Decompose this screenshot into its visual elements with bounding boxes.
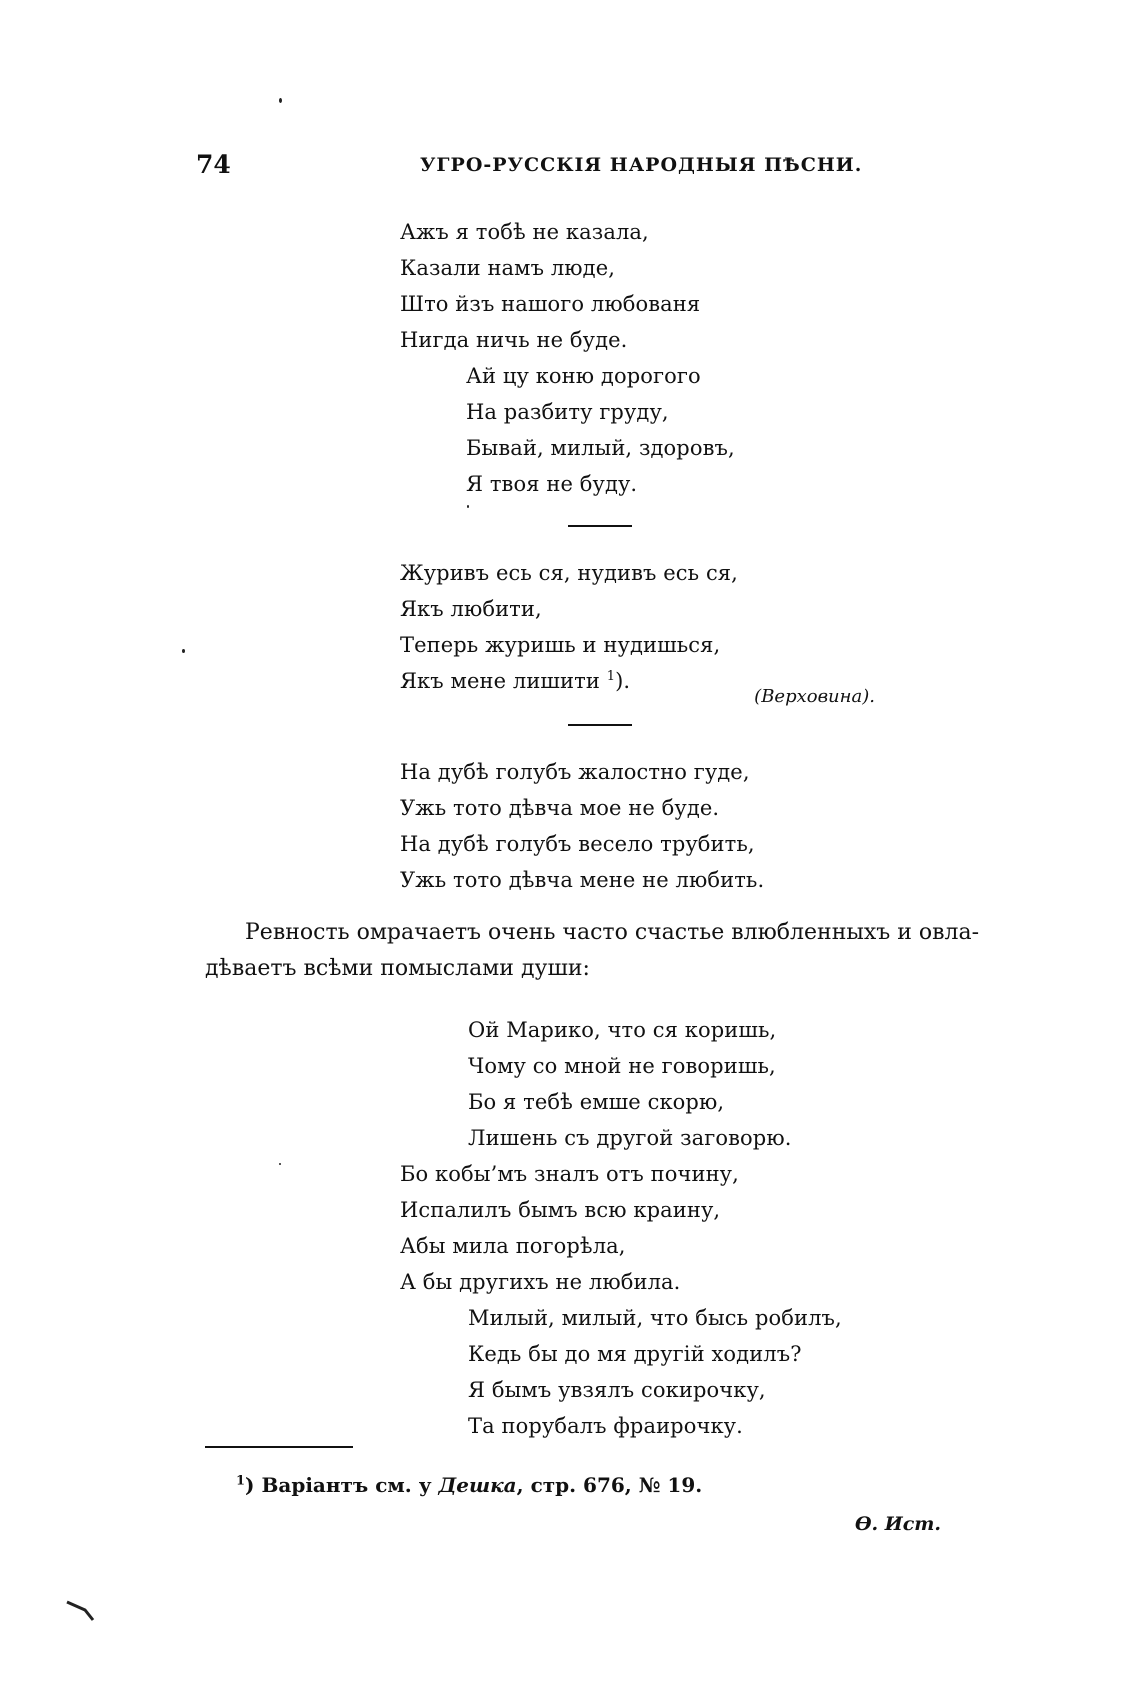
footnote-mark: 1 <box>236 1473 246 1489</box>
verse-line <box>400 663 738 699</box>
footnote-ref: 1 <box>606 669 616 684</box>
verse-line: Я твоя не буду. <box>466 472 638 496</box>
verse-line: Чому со мной не говоришь, <box>468 1054 776 1078</box>
verse-line: Кедь бы до мя другій ходилъ? <box>468 1342 802 1366</box>
verse-line: На разбиту груду, <box>466 400 669 424</box>
verse-line: Ажъ я тобѣ не казала, <box>400 220 649 244</box>
verse-line: Ужь тото дѣвча мое не буде. <box>400 796 720 820</box>
footnote-rule <box>205 1446 353 1448</box>
scan-speck <box>467 505 469 508</box>
verse-line: Ой Марико, что ся коришь, <box>468 1018 777 1042</box>
running-title: УГРО-РУССКІЯ НАРОДНЫЯ ПѢСНИ. <box>420 154 863 176</box>
section-divider <box>568 724 632 726</box>
verse-line: Бывай, милый, здоровъ, <box>466 436 735 460</box>
song4-stanza-2 <box>400 1156 739 1300</box>
song2-stanza <box>400 555 738 699</box>
prose-line: Ревность омрачаетъ очень часто счастье влюбленныхъ и овла- <box>245 920 980 945</box>
signature-mark: Ѳ. Ист. <box>855 1513 942 1535</box>
song4-stanza-3 <box>468 1300 842 1444</box>
verse-line-text: Якъ мене лишити <box>400 669 600 693</box>
scan-speck <box>279 1163 281 1165</box>
song4-stanza-1 <box>468 1012 792 1156</box>
verse-line: Ужь тото дѣвча мене не любить. <box>400 868 765 892</box>
page-number: 74 <box>196 150 231 179</box>
verse-line: Я бымъ увзялъ сокирочку, <box>468 1378 766 1402</box>
verse-line: Бо я тебѣ емше скорю, <box>468 1090 725 1114</box>
verse-line: На дубѣ голубъ весело трубить, <box>400 832 755 856</box>
song1-stanza <box>400 214 700 358</box>
verse-line: Нигда ничь не буде. <box>400 328 628 352</box>
verse-line: На дубѣ голубъ жалостно гуде, <box>400 760 750 784</box>
verse-line: Лишень съ другой заговорю. <box>468 1126 792 1150</box>
song3-stanza <box>400 754 764 898</box>
verse-line: Испалилъ бымъ всю краину, <box>400 1198 721 1222</box>
footnote <box>236 1473 702 1497</box>
scan-speck <box>182 649 185 653</box>
section-divider <box>568 525 632 527</box>
verse-line: Якъ любити, <box>400 597 542 621</box>
verse-line: Бо кобы’мъ зналъ отъ почину, <box>400 1162 739 1186</box>
verse-line: Абы мила погорѣла, <box>400 1234 626 1258</box>
verse-line: Казали намъ люде, <box>400 256 616 280</box>
verse-line-closing: ). <box>615 669 631 693</box>
verse-line: Што йзъ нашого любованя <box>400 292 701 316</box>
prose-paragraph <box>205 915 995 987</box>
verse-line: А бы другихъ не любила. <box>400 1270 681 1294</box>
footnote-text-end: , стр. 676, № 19. <box>516 1473 703 1497</box>
verse-line: Милый, милый, что бысь робилъ, <box>468 1306 842 1330</box>
attribution: (Верховина). <box>754 686 875 707</box>
prose-line: дѣваетъ всѣми помыслами души: <box>205 956 590 981</box>
footnote-source: Дешка <box>438 1473 517 1497</box>
scan-mark <box>65 1598 99 1624</box>
scan-speck <box>279 98 282 103</box>
verse-line: Та порубалъ фраирочку. <box>468 1414 743 1438</box>
footnote-text: ) Варіантъ см. у <box>245 1473 439 1497</box>
song1-refrain <box>466 358 735 502</box>
verse-line: Журивъ есь ся, нудивъ есь ся, <box>400 561 738 585</box>
verse-line: Теперь журишь и нудишься, <box>400 633 721 657</box>
verse-line: Ай цу коню дорогого <box>466 364 701 388</box>
